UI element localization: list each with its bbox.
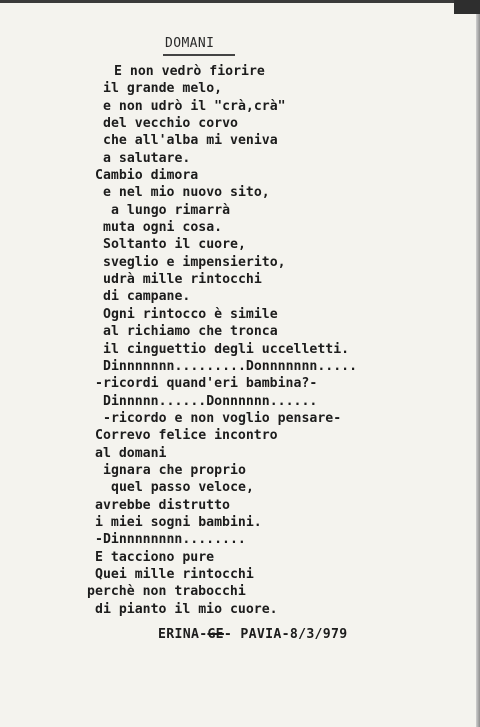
poem-line: muta ogni cosa. <box>103 220 223 236</box>
poem-line: e nel mio nuovo sito, <box>103 185 270 201</box>
poem-line: Correvo felice incontro <box>95 428 278 444</box>
poem-line: a salutare. <box>103 150 191 166</box>
poem-line: sveglio e impensierito, <box>103 254 286 270</box>
poem-line: al domani <box>95 445 167 461</box>
poem-line: il cinguettio degli uccelletti. <box>103 341 350 357</box>
page-top-edge <box>0 0 480 3</box>
poem-line: di campane. <box>103 289 191 305</box>
poem-line: che all'alba mi veniva <box>103 133 278 149</box>
poem-line: al richiamo che tronca <box>103 324 278 340</box>
poem-line: Quei mille rintocchi <box>95 566 254 582</box>
poem-line: E non vedrò fiorire <box>114 64 265 79</box>
poem-line: il grande melo, <box>103 81 223 97</box>
poem-line: a lungo rimarrà <box>111 202 231 218</box>
poem-line: di pianto il mio cuore. <box>95 601 278 617</box>
poem-line: avrebbe distrutto <box>95 497 230 513</box>
page-right-edge <box>476 0 480 727</box>
poem-line: -ricordi quand'eri bambina?- <box>95 376 318 392</box>
poem-line: e non udrò il "crà,crà" <box>103 98 286 114</box>
corner-mark <box>454 0 480 14</box>
poem-line: Dinnnnn......Donnnnnn...... <box>103 393 318 409</box>
poem-body <box>0 63 476 618</box>
signature-place-date: - PAVIA-8/3/979 <box>223 627 348 642</box>
poem-line: perchè non trabocchi <box>87 584 246 600</box>
title-underline <box>163 54 235 56</box>
poem-line: ignara che proprio <box>103 462 246 478</box>
poem-line: i miei sogni bambini. <box>95 514 262 530</box>
poem-line: Ogni rintocco è simile <box>103 306 278 322</box>
signature-line <box>158 627 348 642</box>
poem-line: -ricordo e non voglio pensare- <box>103 410 342 426</box>
poem-title: DOMANI <box>165 36 215 51</box>
poem-line: udrà mille rintocchi <box>103 272 262 288</box>
poem-line: del vecchio corvo <box>103 116 238 132</box>
poem-line: E tacciono pure <box>95 549 215 565</box>
poem-line: Cambio dimora <box>95 168 199 184</box>
poem-line: quel passo veloce, <box>111 480 254 496</box>
signature-struck-text: GE <box>207 627 224 642</box>
poem-line: -Dinnnnnnnn........ <box>95 532 246 548</box>
poem-line: Dinnnnnnn.........Donnnnnnn..... <box>103 358 358 374</box>
signature-name: ERINA- <box>158 627 208 642</box>
poem-line: Soltanto il cuore, <box>103 237 246 253</box>
